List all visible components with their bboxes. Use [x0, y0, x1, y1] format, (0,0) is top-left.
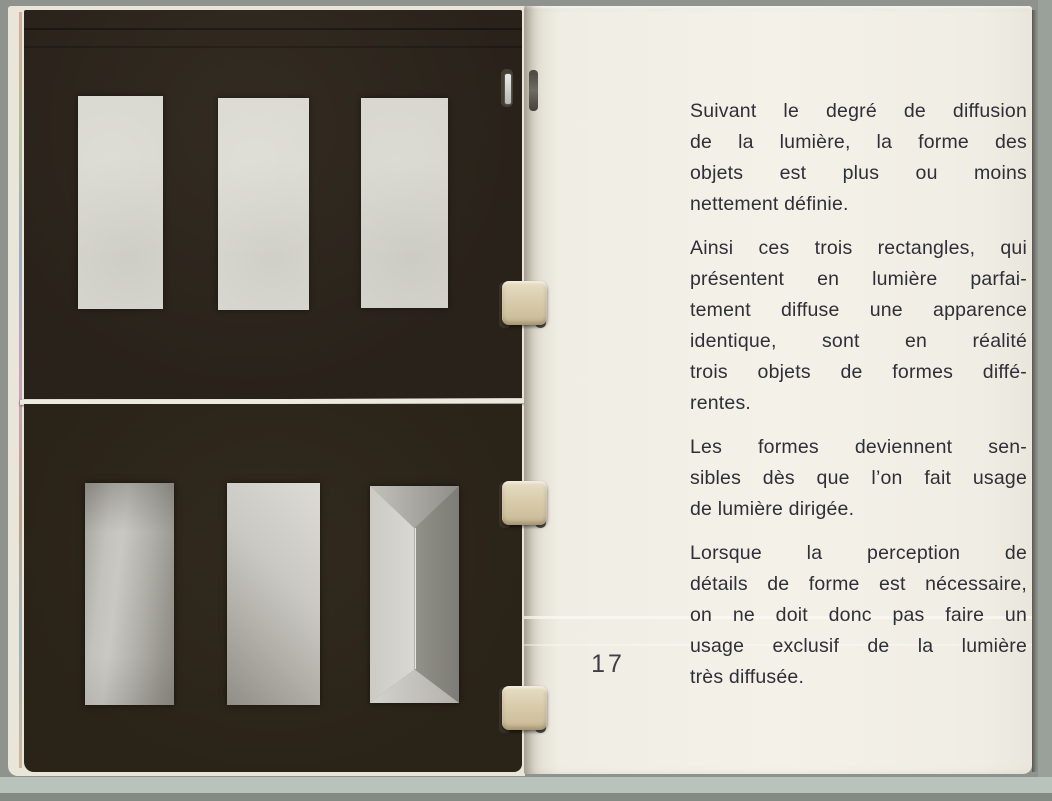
text-line: présentent en lumière parfai-: [690, 268, 1027, 290]
text-line: rentes.: [690, 392, 752, 414]
binding-ring-clip-1: [502, 281, 547, 325]
diffuse-rectangle-3: [361, 98, 448, 308]
diffuse-rectangle-2: [218, 98, 309, 310]
paragraph: [690, 432, 1027, 525]
scanner-band-bottom-light: [0, 777, 1052, 793]
text-line: détails de forme est nécessaire,: [690, 573, 1027, 595]
text-line: très diffusée.: [690, 666, 805, 688]
directed-rectangle-tilted: [227, 483, 320, 705]
scanner-band-right: [1038, 0, 1052, 801]
prism-ridge-highlight: [415, 528, 416, 669]
page-stack-edge: [1032, 10, 1038, 772]
text-line: usage exclusif de la lumière: [690, 635, 1027, 657]
paragraph: [690, 96, 1027, 220]
scan-chromatic-edge: [19, 12, 22, 768]
text-line: Les formes deviennent sen-: [690, 436, 1027, 458]
paragraph: [690, 538, 1027, 693]
text-line: tement diffuse une apparence: [690, 299, 1027, 321]
binding-slot-right-top: [529, 70, 538, 111]
text-line: de lumière dirigée.: [690, 498, 855, 520]
text-line: Suivant le degré de diffusion: [690, 100, 1027, 122]
binding-ring-clip-2: [502, 481, 547, 525]
scanner-band-bottom-dark: [0, 793, 1052, 801]
diffuse-rectangle-1: [78, 96, 163, 309]
text-line: on ne doit donc pas faire un: [690, 604, 1027, 626]
binding-staple-icon: [504, 73, 512, 105]
binding-ring-clip-3: [502, 686, 547, 730]
text-line: identique, sont en réalité: [690, 330, 1027, 352]
text-column: [690, 96, 1027, 706]
directed-rectangle-prism: [370, 486, 459, 703]
scan-artifact-line: [24, 46, 522, 48]
scan-artifact-line: [24, 28, 522, 30]
text-line: sibles dès que l’on fait usage: [690, 467, 1027, 489]
text-line: objets est plus ou moins: [690, 162, 1027, 184]
text-line: Ainsi ces trois rectangles, qui: [690, 237, 1027, 259]
text-line: nettement définie.: [690, 193, 849, 215]
page-number: 17: [591, 650, 625, 678]
text-line: Lorsque la perception de: [690, 542, 1027, 564]
text-line: de la lumière, la forme des: [690, 131, 1027, 153]
text-line: trois objets de formes diffé-: [690, 361, 1027, 383]
paragraph: [690, 233, 1027, 419]
directed-rectangle-convex: [85, 483, 174, 705]
